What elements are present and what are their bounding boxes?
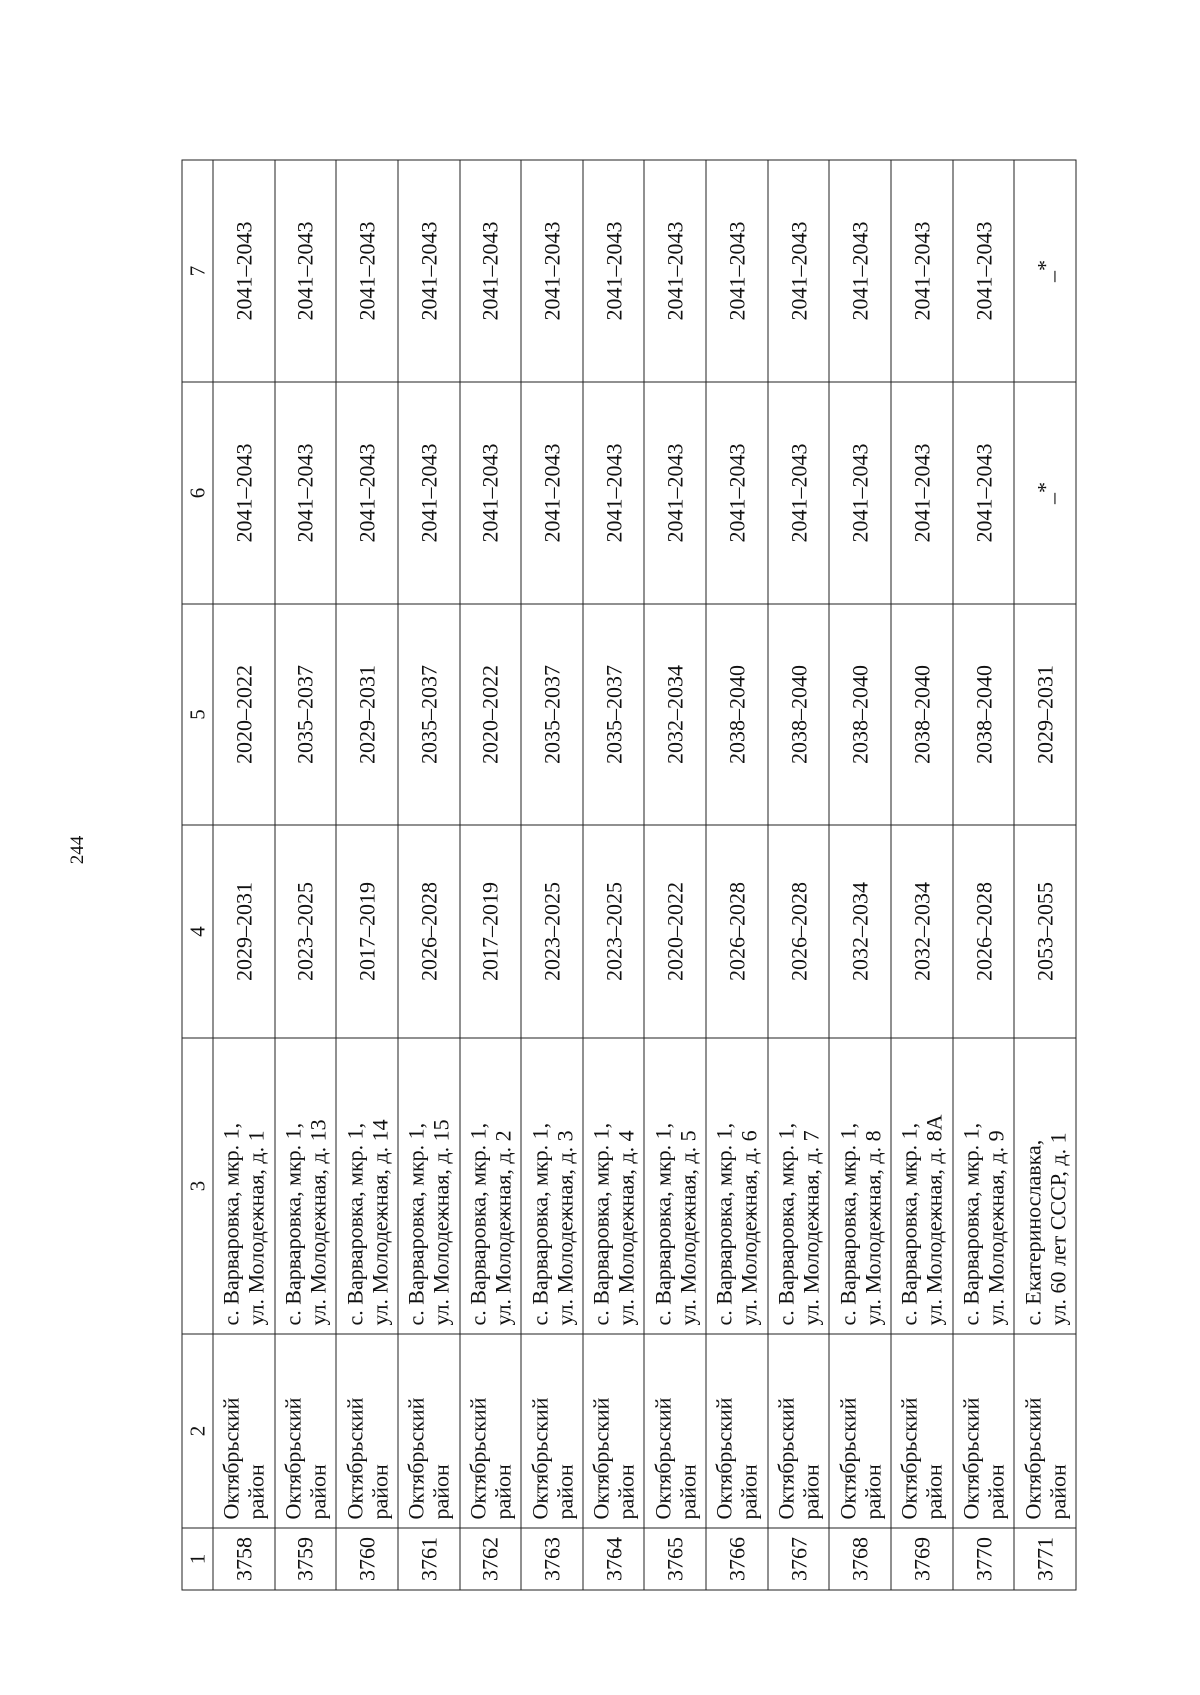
table-row (398, 160, 460, 1590)
period-column-6: 2041–2043 (706, 382, 768, 604)
period-column-5: 2029–2031 (1014, 604, 1076, 825)
column-header-1: 1 (182, 1528, 213, 1590)
district-line: Октябрьский (527, 1397, 553, 1519)
period-column-7: 2041–2043 (336, 160, 398, 382)
district-line: Октябрьский (403, 1397, 429, 1519)
column-header-5: 5 (182, 604, 213, 825)
district-cell (1014, 1334, 1076, 1528)
row-number: 3763 (521, 1528, 583, 1590)
period-column-5: 2020–2022 (460, 604, 522, 825)
period-column-4: 2023–2025 (583, 825, 645, 1038)
period-column-6: 2041–2043 (644, 382, 706, 604)
table-row (891, 160, 953, 1590)
table-row (521, 160, 583, 1590)
district-cell (213, 1334, 275, 1528)
period-column-5: 2032–2034 (644, 604, 706, 825)
row-number: 3759 (275, 1528, 337, 1590)
period-column-6: 2041–2043 (336, 382, 398, 604)
table-row (644, 160, 706, 1590)
period-column-4: 2023–2025 (275, 825, 337, 1038)
period-column-5: 2038–2040 (706, 604, 768, 825)
period-column-6: 2041–2043 (829, 382, 891, 604)
period-column-4: 2026–2028 (398, 825, 460, 1038)
period-column-4: 2026–2028 (953, 825, 1015, 1038)
address-line: ул. 60 лет СССР, д. 1 (1045, 1131, 1071, 1325)
period-column-7: _* (1014, 160, 1076, 382)
period-column-4: 2017–2019 (336, 825, 398, 1038)
period-column-7: 2041–2043 (213, 160, 275, 382)
district-line: Октябрьский (711, 1397, 737, 1519)
period-column-7: 2041–2043 (398, 160, 460, 382)
period-column-5: 2020–2022 (213, 604, 275, 825)
address-line: ул. Молодежная, д. 2 (490, 1129, 516, 1325)
district-line: район (305, 1463, 331, 1519)
district-cell (953, 1334, 1015, 1528)
column-header-3: 3 (182, 1038, 213, 1334)
district-line: Октябрьский (342, 1397, 368, 1519)
row-number: 3761 (398, 1528, 460, 1590)
district-line: район (983, 1463, 1009, 1519)
period-column-6: 2041–2043 (768, 382, 830, 604)
address-cell (275, 1038, 337, 1334)
address-line: ул. Молодежная, д. 3 (552, 1129, 578, 1325)
period-column-7: 2041–2043 (460, 160, 522, 382)
district-cell (644, 1334, 706, 1528)
district-line: район (367, 1463, 393, 1519)
address-line: с. Екатеринославка, (1020, 1139, 1046, 1325)
district-line: район (552, 1463, 578, 1519)
row-number: 3762 (460, 1528, 522, 1590)
period-column-6: _* (1014, 382, 1076, 604)
period-column-7: 2041–2043 (644, 160, 706, 382)
district-cell (460, 1334, 522, 1528)
address-line: с. Варваровка, мкр. 1, (650, 1122, 676, 1325)
district-line: Октябрьский (835, 1397, 861, 1519)
district-line: район (490, 1463, 516, 1519)
header-row (182, 160, 213, 1590)
address-cell (1014, 1038, 1076, 1334)
address-line: с. Варваровка, мкр. 1, (835, 1122, 861, 1325)
address-line: ул. Молодежная, д. 8 (860, 1129, 886, 1325)
period-column-7: 2041–2043 (891, 160, 953, 382)
address-line: с. Варваровка, мкр. 1, (588, 1122, 614, 1325)
period-column-5: 2035–2037 (275, 604, 337, 825)
district-cell (829, 1334, 891, 1528)
period-column-5: 2035–2037 (583, 604, 645, 825)
register-table-frame (182, 160, 1077, 1590)
district-line: Октябрьский (650, 1397, 676, 1519)
column-header-2: 2 (182, 1334, 213, 1528)
period-column-7: 2041–2043 (829, 160, 891, 382)
row-number: 3760 (336, 1528, 398, 1590)
address-cell (768, 1038, 830, 1334)
address-line: ул. Молодежная, д. 1 (243, 1129, 269, 1325)
address-line: ул. Молодежная, д. 5 (675, 1129, 701, 1325)
table-row (275, 160, 337, 1590)
district-line: район (428, 1463, 454, 1519)
page-number: 244 (67, 835, 88, 865)
address-line: ул. Молодежная, д. 8А (921, 1114, 947, 1325)
period-column-4: 2029–2031 (213, 825, 275, 1038)
address-line: ул. Молодежная, д. 4 (613, 1129, 639, 1325)
district-line: Октябрьский (588, 1397, 614, 1519)
address-cell (829, 1038, 891, 1334)
period-column-4: 2032–2034 (829, 825, 891, 1038)
district-line: Октябрьский (958, 1397, 984, 1519)
address-line: ул. Молодежная, д. 6 (736, 1129, 762, 1325)
table-row (829, 160, 891, 1590)
district-cell (521, 1334, 583, 1528)
address-line: ул. Молодежная, д. 9 (983, 1129, 1009, 1325)
period-column-4: 2032–2034 (891, 825, 953, 1038)
table-row (336, 160, 398, 1590)
address-cell (213, 1038, 275, 1334)
address-line: ул. Молодежная, д. 13 (305, 1118, 331, 1325)
row-number: 3768 (829, 1528, 891, 1590)
period-column-4: 2023–2025 (521, 825, 583, 1038)
address-cell (336, 1038, 398, 1334)
period-column-4: 2026–2028 (706, 825, 768, 1038)
period-column-4: 2017–2019 (460, 825, 522, 1038)
district-line: Октябрьский (280, 1397, 306, 1519)
period-column-7: 2041–2043 (521, 160, 583, 382)
address-cell (583, 1038, 645, 1334)
address-cell (460, 1038, 522, 1334)
row-number: 3765 (644, 1528, 706, 1590)
row-number: 3769 (891, 1528, 953, 1590)
row-number: 3758 (213, 1528, 275, 1590)
address-cell (398, 1038, 460, 1334)
district-line: Октябрьский (1020, 1397, 1046, 1519)
address-cell (953, 1038, 1015, 1334)
period-column-5: 2035–2037 (398, 604, 460, 825)
district-line: район (243, 1463, 269, 1519)
table-row (768, 160, 830, 1590)
table-row (460, 160, 522, 1590)
period-column-6: 2041–2043 (891, 382, 953, 604)
table-header (182, 160, 213, 1590)
address-line: с. Варваровка, мкр. 1, (711, 1122, 737, 1325)
row-number: 3767 (768, 1528, 830, 1590)
table-body (213, 160, 1076, 1590)
district-cell (706, 1334, 768, 1528)
address-cell (521, 1038, 583, 1334)
address-cell (644, 1038, 706, 1334)
address-line: с. Варваровка, мкр. 1, (958, 1122, 984, 1325)
district-cell (275, 1334, 337, 1528)
district-cell (336, 1334, 398, 1528)
address-line: с. Варваровка, мкр. 1, (527, 1122, 553, 1325)
table-row (706, 160, 768, 1590)
address-line: с. Варваровка, мкр. 1, (342, 1122, 368, 1325)
period-column-5: 2029–2031 (336, 604, 398, 825)
address-line: ул. Молодежная, д. 7 (798, 1129, 824, 1325)
period-column-7: 2041–2043 (768, 160, 830, 382)
period-column-7: 2041–2043 (583, 160, 645, 382)
district-line: район (736, 1463, 762, 1519)
period-column-5: 2038–2040 (891, 604, 953, 825)
column-header-6: 6 (182, 382, 213, 604)
row-number: 3764 (583, 1528, 645, 1590)
district-line: район (1045, 1463, 1071, 1519)
period-column-6: 2041–2043 (583, 382, 645, 604)
district-line: район (921, 1463, 947, 1519)
period-column-6: 2041–2043 (275, 382, 337, 604)
period-column-7: 2041–2043 (953, 160, 1015, 382)
address-line: ул. Молодежная, д. 15 (428, 1118, 454, 1325)
period-column-5: 2038–2040 (829, 604, 891, 825)
register-table (182, 159, 1077, 1590)
period-column-5: 2038–2040 (768, 604, 830, 825)
row-number: 3770 (953, 1528, 1015, 1590)
district-line: район (860, 1463, 886, 1519)
district-line: район (675, 1463, 701, 1519)
period-column-6: 2041–2043 (953, 382, 1015, 604)
district-cell (583, 1334, 645, 1528)
table-row (583, 160, 645, 1590)
table-row (213, 160, 275, 1590)
row-number: 3771 (1014, 1528, 1076, 1590)
district-line: район (613, 1463, 639, 1519)
column-header-7: 7 (182, 160, 213, 382)
district-line: Октябрьский (896, 1397, 922, 1519)
district-cell (891, 1334, 953, 1528)
address-cell (891, 1038, 953, 1334)
period-column-6: 2041–2043 (460, 382, 522, 604)
period-column-5: 2038–2040 (953, 604, 1015, 825)
address-line: с. Варваровка, мкр. 1, (773, 1122, 799, 1325)
period-column-7: 2041–2043 (275, 160, 337, 382)
district-line: Октябрьский (465, 1397, 491, 1519)
column-header-4: 4 (182, 825, 213, 1038)
period-column-6: 2041–2043 (521, 382, 583, 604)
address-line: с. Варваровка, мкр. 1, (403, 1122, 429, 1325)
address-line: ул. Молодежная, д. 14 (367, 1118, 393, 1325)
table-row (1014, 160, 1076, 1590)
address-line: с. Варваровка, мкр. 1, (218, 1122, 244, 1325)
period-column-7: 2041–2043 (706, 160, 768, 382)
district-line: Октябрьский (773, 1397, 799, 1519)
period-column-4: 2053–2055 (1014, 825, 1076, 1038)
period-column-4: 2020–2022 (644, 825, 706, 1038)
address-cell (706, 1038, 768, 1334)
period-column-6: 2041–2043 (398, 382, 460, 604)
district-cell (768, 1334, 830, 1528)
table-row (953, 160, 1015, 1590)
district-line: район (798, 1463, 824, 1519)
address-line: с. Варваровка, мкр. 1, (896, 1122, 922, 1325)
district-line: Октябрьский (218, 1397, 244, 1519)
period-column-6: 2041–2043 (213, 382, 275, 604)
district-cell (398, 1334, 460, 1528)
period-column-5: 2035–2037 (521, 604, 583, 825)
address-line: с. Варваровка, мкр. 1, (465, 1122, 491, 1325)
address-line: с. Варваровка, мкр. 1, (280, 1122, 306, 1325)
period-column-4: 2026–2028 (768, 825, 830, 1038)
row-number: 3766 (706, 1528, 768, 1590)
